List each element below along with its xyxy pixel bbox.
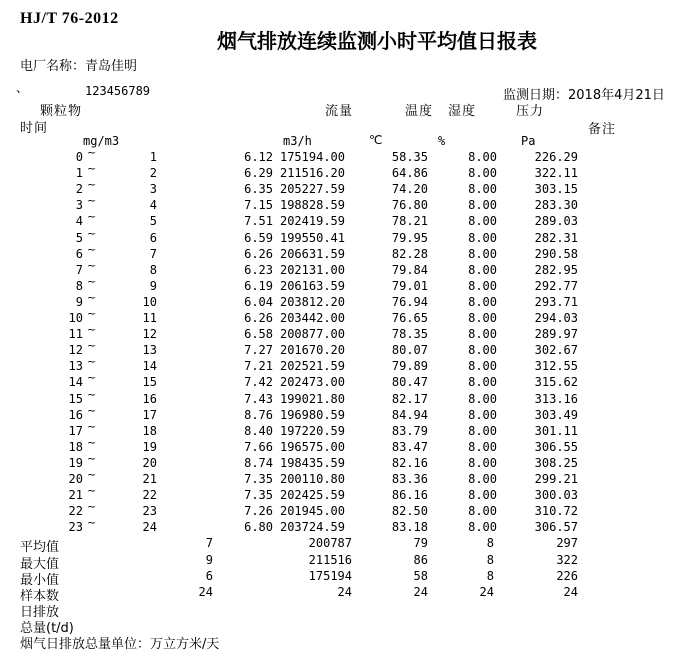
cell-dust: 8.40 [244, 423, 273, 438]
cell-hour-start: 7 [75, 262, 83, 277]
table-row [0, 290, 678, 311]
cell-temperature: 84.94 [391, 407, 428, 422]
cell-hour-end: 23 [142, 504, 157, 519]
cell-hour-start: 10 [68, 311, 83, 325]
cell-dust: 6.19 [244, 278, 273, 293]
summary-humidity: 24 [479, 584, 494, 599]
col-header-temperature: 温度 [405, 104, 434, 119]
summary-temperature: 79 [413, 536, 428, 551]
cell-flow: 203442.00 [279, 311, 345, 325]
cell-dust: 7.26 [244, 504, 273, 519]
cell-flow: 202473.00 [279, 375, 345, 390]
cell-temperature: 82.28 [391, 246, 428, 261]
cell-pressure: 289.03 [534, 214, 578, 229]
cell-hour-end: 22 [142, 488, 157, 503]
cell-dust: 7.15 [244, 198, 273, 213]
cell-dust: 6.59 [244, 230, 273, 245]
cell-hour-start: 17 [68, 423, 83, 438]
summary-pressure: 322 [556, 552, 578, 567]
table-row [0, 162, 678, 182]
cell-temperature: 79.01 [391, 278, 428, 293]
cell-pressure: 289.97 [534, 327, 578, 342]
cell-humidity: 8.00 [468, 520, 497, 535]
footer-line: 日排放 [20, 604, 60, 620]
cell-temperature: 83.18 [391, 520, 428, 535]
range-tilde-icon: ~ [87, 242, 97, 256]
range-tilde-icon: ~ [87, 194, 97, 208]
cell-pressure: 303.15 [534, 182, 578, 197]
cell-hour-end: 16 [142, 391, 157, 406]
cell-dust: 6.26 [244, 246, 273, 261]
range-tilde-icon: ~ [87, 516, 97, 530]
cell-hour-end: 3 [149, 182, 157, 197]
cell-dust: 6.04 [244, 294, 273, 309]
cell-hour-end: 10 [142, 294, 157, 309]
cell-hour-end: 20 [142, 455, 157, 470]
cell-hour-end: 2 [149, 166, 157, 181]
cell-hour-end: 14 [142, 359, 157, 374]
footer-line: 总量(t/d) [20, 620, 74, 636]
cell-temperature: 83.36 [391, 472, 428, 486]
cell-humidity: 8.00 [468, 504, 497, 519]
cell-hour-start: 15 [68, 391, 83, 406]
table-row [0, 307, 678, 327]
table-row [0, 146, 678, 166]
cell-humidity: 8.00 [468, 182, 497, 197]
summary-flow: 24 [337, 584, 352, 599]
cell-hour-end: 15 [142, 375, 157, 390]
table-row [0, 500, 678, 520]
cell-temperature: 76.94 [391, 294, 428, 309]
cell-hour-start: 0 [75, 150, 83, 164]
col-header-flow: 流量 [325, 104, 354, 119]
cell-dust: 7.27 [244, 343, 273, 358]
cell-temperature: 86.16 [391, 488, 428, 503]
cell-hour-start: 3 [75, 198, 83, 213]
cell-hour-start: 2 [75, 182, 83, 197]
range-tilde-icon: ~ [87, 146, 97, 159]
summary-pressure: 297 [556, 536, 578, 551]
unit-dust: mg/m3 [83, 134, 120, 148]
cell-dust: 8.76 [244, 407, 273, 422]
cell-flow: 198828.59 [279, 198, 345, 213]
cell-temperature: 79.95 [391, 230, 428, 245]
summary-flow: 211516 [308, 552, 352, 567]
cell-temperature: 82.17 [391, 391, 428, 406]
summary-dust: 24 [198, 584, 213, 599]
cell-temperature: 80.07 [391, 343, 428, 358]
range-tilde-icon: ~ [87, 339, 97, 353]
col-header-pressure: 压力 [516, 104, 545, 119]
cell-pressure: 303.49 [534, 407, 578, 422]
cell-hour-start: 19 [68, 455, 83, 470]
cell-temperature: 79.84 [391, 262, 428, 277]
cell-temperature: 78.35 [391, 327, 428, 342]
cell-humidity: 8.00 [468, 407, 497, 422]
cell-dust: 6.23 [244, 262, 273, 277]
summary-label: 最小值 [20, 572, 60, 588]
cell-humidity: 8.00 [468, 262, 497, 277]
unit-pressure: Pa [521, 134, 536, 148]
summary-humidity: 8 [486, 552, 494, 567]
table-row [0, 339, 678, 359]
cell-temperature: 82.50 [391, 504, 428, 519]
col-header-dust: 颗粒物 [40, 104, 83, 119]
cell-hour-start: 22 [68, 504, 83, 519]
range-tilde-icon: ~ [87, 162, 97, 176]
table-row [0, 242, 678, 263]
cell-hour-end: 6 [149, 230, 157, 245]
summary-humidity: 8 [486, 568, 494, 583]
cell-flow: 175194.00 [279, 150, 345, 164]
cell-humidity: 8.00 [468, 343, 497, 358]
cell-pressure: 294.03 [534, 311, 578, 325]
cell-temperature: 82.16 [391, 455, 428, 470]
cell-pressure: 312.55 [534, 359, 578, 374]
cell-flow: 196575.00 [279, 439, 345, 454]
table-row [0, 387, 678, 408]
unit-humidity: % [438, 134, 446, 148]
standard-code: HJ/T 76-2012 [20, 10, 119, 27]
col-header-humidity: 湿度 [448, 104, 477, 119]
col-header-remark: 备注 [588, 122, 617, 137]
cell-temperature: 78.21 [391, 214, 428, 229]
summary-temperature: 86 [413, 552, 428, 567]
cell-hour-start: 5 [75, 230, 83, 245]
cell-hour-start: 20 [68, 472, 83, 486]
cell-humidity: 8.00 [468, 472, 497, 486]
cell-pressure: 322.11 [534, 166, 578, 181]
cell-pressure: 308.25 [534, 455, 578, 470]
table-row [0, 468, 678, 488]
cell-humidity: 8.00 [468, 391, 497, 406]
cell-dust: 7.51 [244, 214, 273, 229]
col-header-time: 时间 [20, 121, 49, 136]
summary-dust: 9 [205, 552, 213, 567]
cell-dust: 7.35 [244, 488, 273, 503]
summary-label: 最大值 [20, 556, 60, 572]
table-row [0, 194, 678, 214]
range-tilde-icon: ~ [87, 307, 97, 320]
range-tilde-icon: ~ [87, 323, 97, 337]
table-row [0, 178, 678, 198]
cell-flow: 203812.20 [279, 294, 345, 309]
cell-pressure: 310.72 [534, 504, 578, 519]
table-row [0, 451, 678, 472]
cell-hour-end: 19 [142, 439, 157, 454]
cell-hour-start: 18 [68, 439, 83, 454]
cell-hour-start: 14 [68, 375, 83, 390]
cell-humidity: 8.00 [468, 214, 497, 229]
table-row [0, 403, 678, 424]
cell-flow: 202419.59 [279, 214, 345, 229]
cell-pressure: 301.11 [534, 423, 578, 438]
cell-hour-start: 12 [68, 343, 83, 358]
cell-pressure: 292.77 [534, 278, 578, 293]
range-tilde-icon: ~ [87, 451, 97, 465]
cell-flow: 201945.00 [279, 504, 345, 519]
cell-temperature: 64.86 [391, 166, 428, 181]
range-tilde-icon: ~ [87, 387, 97, 401]
cell-flow: 200110.80 [279, 472, 345, 486]
cell-humidity: 8.00 [468, 488, 497, 503]
cell-flow: 197220.59 [279, 423, 345, 438]
table-row [0, 435, 678, 456]
cell-flow: 199021.80 [279, 391, 345, 406]
table-row [0, 323, 678, 343]
cell-flow: 198435.59 [279, 455, 345, 470]
cell-humidity: 8.00 [468, 150, 497, 164]
cell-hour-end: 12 [142, 327, 157, 342]
summary-flow: 175194 [308, 568, 352, 583]
cell-humidity: 8.00 [468, 327, 497, 342]
cell-flow: 211516.20 [279, 166, 345, 181]
cell-hour-end: 11 [142, 311, 157, 325]
table-row [0, 274, 678, 295]
cell-dust: 6.12 [244, 150, 273, 164]
cell-hour-end: 7 [149, 246, 157, 261]
range-tilde-icon: ~ [87, 355, 97, 369]
cell-humidity: 8.00 [468, 439, 497, 454]
cell-pressure: 313.16 [534, 391, 578, 406]
cell-hour-start: 16 [68, 407, 83, 422]
cell-hour-end: 18 [142, 423, 157, 438]
cell-hour-end: 13 [142, 343, 157, 358]
cell-dust: 7.43 [244, 391, 273, 406]
cell-humidity: 8.00 [468, 455, 497, 470]
table-row [0, 419, 678, 440]
summary-label: 样本数 [20, 588, 60, 604]
summary-label: 平均值 [20, 540, 60, 556]
cell-humidity: 8.00 [468, 375, 497, 390]
cell-temperature: 58.35 [391, 150, 428, 164]
cell-hour-end: 5 [149, 214, 157, 229]
cell-hour-start: 23 [68, 520, 83, 535]
cell-temperature: 83.79 [391, 423, 428, 438]
summary-row [0, 552, 678, 572]
cell-hour-start: 9 [75, 294, 83, 309]
range-tilde-icon: ~ [87, 210, 97, 224]
table-row [0, 210, 678, 230]
cell-humidity: 8.00 [468, 198, 497, 213]
summary-humidity: 8 [486, 536, 494, 551]
cell-pressure: 315.62 [534, 375, 578, 390]
table-row [0, 371, 678, 391]
punctuation-mark: 、 [16, 81, 29, 95]
unit-flow: m3/h [283, 134, 312, 148]
range-tilde-icon: ~ [87, 258, 97, 272]
cell-humidity: 8.00 [468, 230, 497, 245]
range-tilde-icon: ~ [87, 484, 97, 498]
range-tilde-icon: ~ [87, 419, 97, 433]
cell-dust: 7.35 [244, 472, 273, 486]
cell-pressure: 306.57 [534, 520, 578, 535]
cell-humidity: 8.00 [468, 311, 497, 325]
cell-temperature: 80.47 [391, 375, 428, 390]
cell-humidity: 8.00 [468, 246, 497, 261]
summary-temperature: 58 [413, 568, 428, 583]
cell-pressure: 299.21 [534, 472, 578, 486]
cell-dust: 6.80 [244, 520, 273, 535]
cell-hour-start: 8 [75, 278, 83, 293]
cell-humidity: 8.00 [468, 423, 497, 438]
cell-pressure: 226.29 [534, 150, 578, 164]
cell-dust: 7.21 [244, 359, 273, 374]
cell-flow: 202425.59 [279, 488, 345, 503]
cell-pressure: 290.58 [534, 246, 578, 261]
range-tilde-icon: ~ [87, 435, 97, 449]
cell-hour-start: 21 [68, 488, 83, 503]
table-row [0, 516, 678, 536]
table-row [0, 258, 678, 279]
plant-name-label: 电厂名称：青岛佳明 [20, 59, 138, 74]
footer-line: 烟气日排放总量单位：万立方米/天 [20, 637, 220, 652]
page-title: 烟气排放连续监测小时平均值日报表 [217, 29, 537, 53]
cell-dust: 6.35 [244, 182, 273, 197]
cell-hour-start: 4 [75, 214, 83, 229]
cell-pressure: 300.03 [534, 488, 578, 503]
summary-pressure: 24 [563, 584, 578, 599]
cell-flow: 203724.59 [279, 520, 345, 535]
cell-hour-end: 8 [149, 262, 157, 277]
cell-flow: 205227.59 [279, 182, 345, 197]
range-tilde-icon: ~ [87, 468, 97, 481]
range-tilde-icon: ~ [87, 178, 97, 192]
cell-flow: 202131.00 [279, 262, 345, 277]
cell-hour-end: 1 [149, 150, 157, 164]
summary-row [0, 536, 678, 556]
serial-number: 123456789 [85, 84, 151, 98]
cell-temperature: 79.89 [391, 359, 428, 374]
cell-dust: 6.26 [244, 311, 273, 325]
cell-flow: 199550.41 [279, 230, 345, 245]
cell-flow: 201670.20 [279, 343, 345, 358]
cell-pressure: 293.71 [534, 294, 578, 309]
cell-hour-end: 4 [149, 198, 157, 213]
cell-hour-end: 21 [142, 472, 157, 486]
cell-dust: 7.42 [244, 375, 273, 390]
cell-temperature: 76.80 [391, 198, 428, 213]
cell-humidity: 8.00 [468, 359, 497, 374]
cell-pressure: 282.31 [534, 230, 578, 245]
cell-hour-start: 1 [75, 166, 83, 181]
cell-hour-start: 13 [68, 359, 83, 374]
cell-dust: 6.58 [244, 327, 273, 342]
cell-temperature: 74.20 [391, 182, 428, 197]
range-tilde-icon: ~ [87, 371, 97, 385]
range-tilde-icon: ~ [87, 500, 97, 514]
cell-flow: 200877.00 [279, 327, 345, 342]
cell-pressure: 306.55 [534, 439, 578, 454]
cell-hour-start: 6 [75, 246, 83, 261]
cell-pressure: 283.30 [534, 198, 578, 213]
table-row [0, 355, 678, 375]
cell-humidity: 8.00 [468, 294, 497, 309]
summary-pressure: 226 [556, 568, 578, 583]
summary-temperature: 24 [413, 584, 428, 599]
summary-row [0, 568, 678, 588]
cell-hour-end: 24 [142, 520, 157, 535]
cell-humidity: 8.00 [468, 278, 497, 293]
range-tilde-icon: ~ [87, 290, 97, 304]
range-tilde-icon: ~ [87, 403, 97, 417]
unit-temperature: ℃ [369, 133, 383, 147]
cell-hour-end: 9 [149, 278, 157, 293]
cell-temperature: 83.47 [391, 439, 428, 454]
cell-flow: 196980.59 [279, 407, 345, 422]
summary-row [0, 584, 678, 604]
cell-flow: 206631.59 [279, 246, 345, 261]
cell-flow: 202521.59 [279, 359, 345, 374]
table-row [0, 226, 678, 247]
summary-dust: 7 [205, 536, 213, 551]
table-row [0, 484, 678, 504]
cell-pressure: 302.67 [534, 343, 578, 358]
cell-temperature: 76.65 [391, 311, 428, 325]
monitoring-date: 监测日期：2018年4月21日 [503, 88, 665, 103]
range-tilde-icon: ~ [87, 274, 97, 288]
cell-flow: 206163.59 [279, 278, 345, 293]
cell-humidity: 8.00 [468, 166, 497, 181]
cell-pressure: 282.95 [534, 262, 578, 277]
cell-dust: 8.74 [244, 455, 273, 470]
cell-dust: 7.66 [244, 439, 273, 454]
summary-dust: 6 [205, 568, 213, 583]
cell-hour-start: 11 [68, 327, 83, 342]
summary-flow: 200787 [308, 536, 352, 551]
cell-dust: 6.29 [244, 166, 273, 181]
cell-hour-end: 17 [142, 407, 157, 422]
range-tilde-icon: ~ [87, 226, 97, 240]
